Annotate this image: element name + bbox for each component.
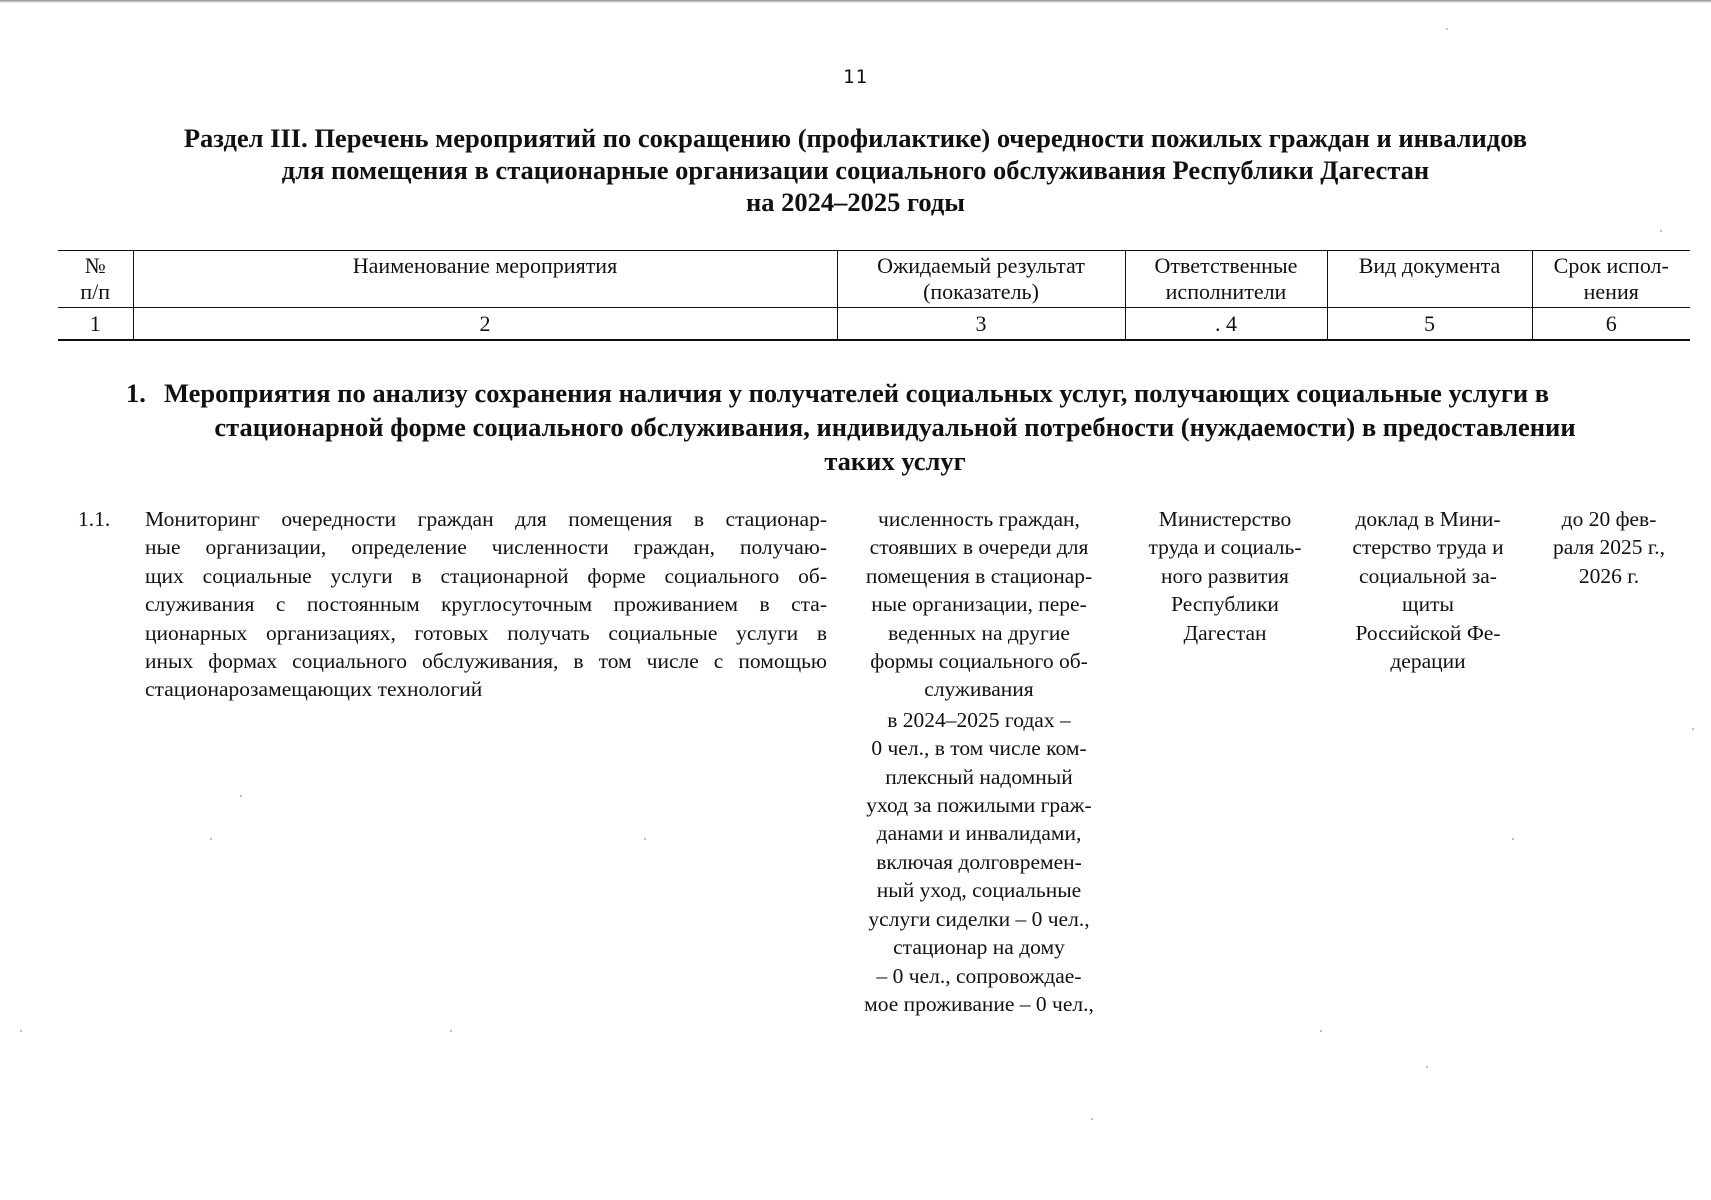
- scan-speck: [20, 1030, 22, 1032]
- column-number: 6: [1532, 308, 1690, 341]
- item-name-line: служивания с постоянным круглосуточным проживанием в ста-: [145, 592, 827, 617]
- column-header-term: [1532, 251, 1690, 308]
- executor-line: Республики: [1171, 592, 1279, 617]
- header-line: №: [84, 253, 106, 278]
- header-line: нения: [1583, 279, 1639, 304]
- scan-speck: [1426, 1066, 1428, 1068]
- subsection-title: [120, 376, 1670, 478]
- scan-speck: [1091, 1118, 1093, 1120]
- section-title-line: для помещения в стационарные организации социального обслуживания Республики Дагестан: [281, 155, 1430, 185]
- result-line: уход за пожилыми граж-: [866, 793, 1092, 818]
- header-line: исполнители: [1165, 279, 1287, 304]
- document-line: Российской Фе-: [1355, 620, 1501, 645]
- column-header-executors: [1125, 251, 1327, 308]
- executor-line: Дагестан: [1183, 620, 1267, 645]
- result-line: плексный надомный: [885, 764, 1073, 789]
- subsection-title-line: таких услуг: [824, 446, 966, 476]
- column-number: 2: [133, 308, 837, 341]
- result-line: стационар на дому: [893, 935, 1065, 960]
- document-line: дерации: [1390, 649, 1466, 674]
- section-title: [60, 122, 1651, 218]
- column-number: . 4: [1125, 308, 1327, 341]
- item-name-line: Мониторинг очередности граждан для помещения в стационар-: [145, 507, 827, 531]
- result-line: помещения в стационар-: [865, 563, 1093, 588]
- header-line: п/п: [80, 279, 111, 304]
- item-document-type: [1328, 505, 1528, 675]
- page-number: 11: [843, 66, 868, 88]
- scan-speck: [240, 795, 242, 797]
- column-number: 1: [58, 308, 133, 341]
- scan-speck: [1692, 728, 1694, 730]
- header-line: Наименование мероприятия: [352, 253, 618, 278]
- scan-speck: [1446, 28, 1448, 30]
- column-header-name: [133, 251, 837, 308]
- subsection-number: 1.: [126, 378, 146, 408]
- result-line: формы социального об-: [870, 649, 1088, 674]
- result-line: стоявших в очереди для: [869, 535, 1089, 560]
- document-line: стерство труда и: [1352, 535, 1504, 560]
- result-line: ный уход, социальные: [876, 878, 1082, 903]
- section-title-line: Раздел III. Перечень мероприятий по сокращению (профилактике) очередности пожилых граждан и инвалидов: [183, 123, 1528, 153]
- result-line: мое проживание – 0 чел.,: [864, 991, 1094, 1016]
- result-line: численность граждан,: [878, 507, 1080, 531]
- result-line: включая долговремен-: [876, 849, 1082, 874]
- scan-edge: [0, 0, 1711, 3]
- column-number: 3: [837, 308, 1125, 341]
- scan-speck: [450, 1030, 452, 1032]
- deadline-line: до 20 фев-: [1561, 507, 1657, 531]
- item-name-line: иных формах социального обслуживания, в том числе с помощью: [145, 649, 827, 674]
- column-header-document: [1327, 251, 1532, 308]
- item-name-line: стационарозамещающих технологий: [145, 677, 483, 702]
- result-line: ные организации, пере-: [871, 592, 1087, 617]
- column-header-number: [58, 251, 133, 308]
- scan-speck: [210, 838, 212, 840]
- column-header-result: [837, 251, 1125, 308]
- result-line: данами и инвалидами,: [876, 821, 1082, 846]
- header-line: Срок испол-: [1553, 253, 1669, 278]
- column-numbers-row: [58, 308, 1690, 341]
- result-line: услуги сиделки – 0 чел.,: [868, 906, 1090, 931]
- subsection-title-line: Мероприятия по анализу сохранения наличия у получателей социальных услуг, получающих социальные услуги в: [164, 378, 1550, 408]
- item-deadline: [1530, 505, 1688, 590]
- header-line: Вид документа: [1358, 253, 1501, 278]
- result-line: 0 чел., в том числе ком-: [871, 736, 1087, 761]
- executor-line: ного развития: [1161, 563, 1289, 588]
- header-line: Ответственные: [1154, 253, 1298, 278]
- executor-line: Министерство: [1158, 507, 1292, 531]
- column-number: 5: [1327, 308, 1532, 341]
- subsection-title-line: стационарной форме социального обслуживания, индивидуальной потребности (нуждаемости) в предоставлении: [214, 412, 1576, 442]
- scan-speck: [1320, 1030, 1322, 1032]
- item-name: [145, 505, 827, 704]
- item-name-line: ционарных организациях, готовых получать социальные услуги в: [145, 620, 827, 645]
- result-line: в 2024–2025 годах –: [887, 707, 1071, 732]
- document-line: социальной за-: [1359, 563, 1497, 588]
- result-line: служивания: [924, 677, 1034, 702]
- deadline-line: 2026 г.: [1578, 563, 1640, 588]
- section-title-line: на 2024–2025 годы: [746, 187, 965, 217]
- scan-speck: [644, 838, 646, 840]
- scan-speck: [1660, 230, 1662, 232]
- header-line: Ожидаемый результат: [877, 253, 1085, 278]
- item-expected-result: [843, 505, 1115, 1018]
- result-line: веденных на другие: [888, 620, 1070, 645]
- document-line: доклад в Мини-: [1355, 507, 1501, 531]
- deadline-line: раля 2025 г.,: [1553, 535, 1665, 560]
- result-line: – 0 чел., сопровождае-: [876, 963, 1082, 988]
- item-name-line: щих социальные услуги в стационарной форме социального об-: [145, 563, 827, 588]
- item-number: 1.1.: [78, 507, 111, 531]
- document-line: щиты: [1402, 592, 1454, 617]
- executor-line: труда и социаль-: [1148, 535, 1302, 560]
- item-executors: [1125, 505, 1325, 647]
- scan-speck: [1512, 838, 1514, 840]
- header-line: (показатель): [923, 279, 1039, 304]
- table-header: [58, 250, 1690, 341]
- table-header-row: [58, 251, 1690, 308]
- item-name-line: ные организации, определение численности граждан, получаю-: [145, 535, 827, 560]
